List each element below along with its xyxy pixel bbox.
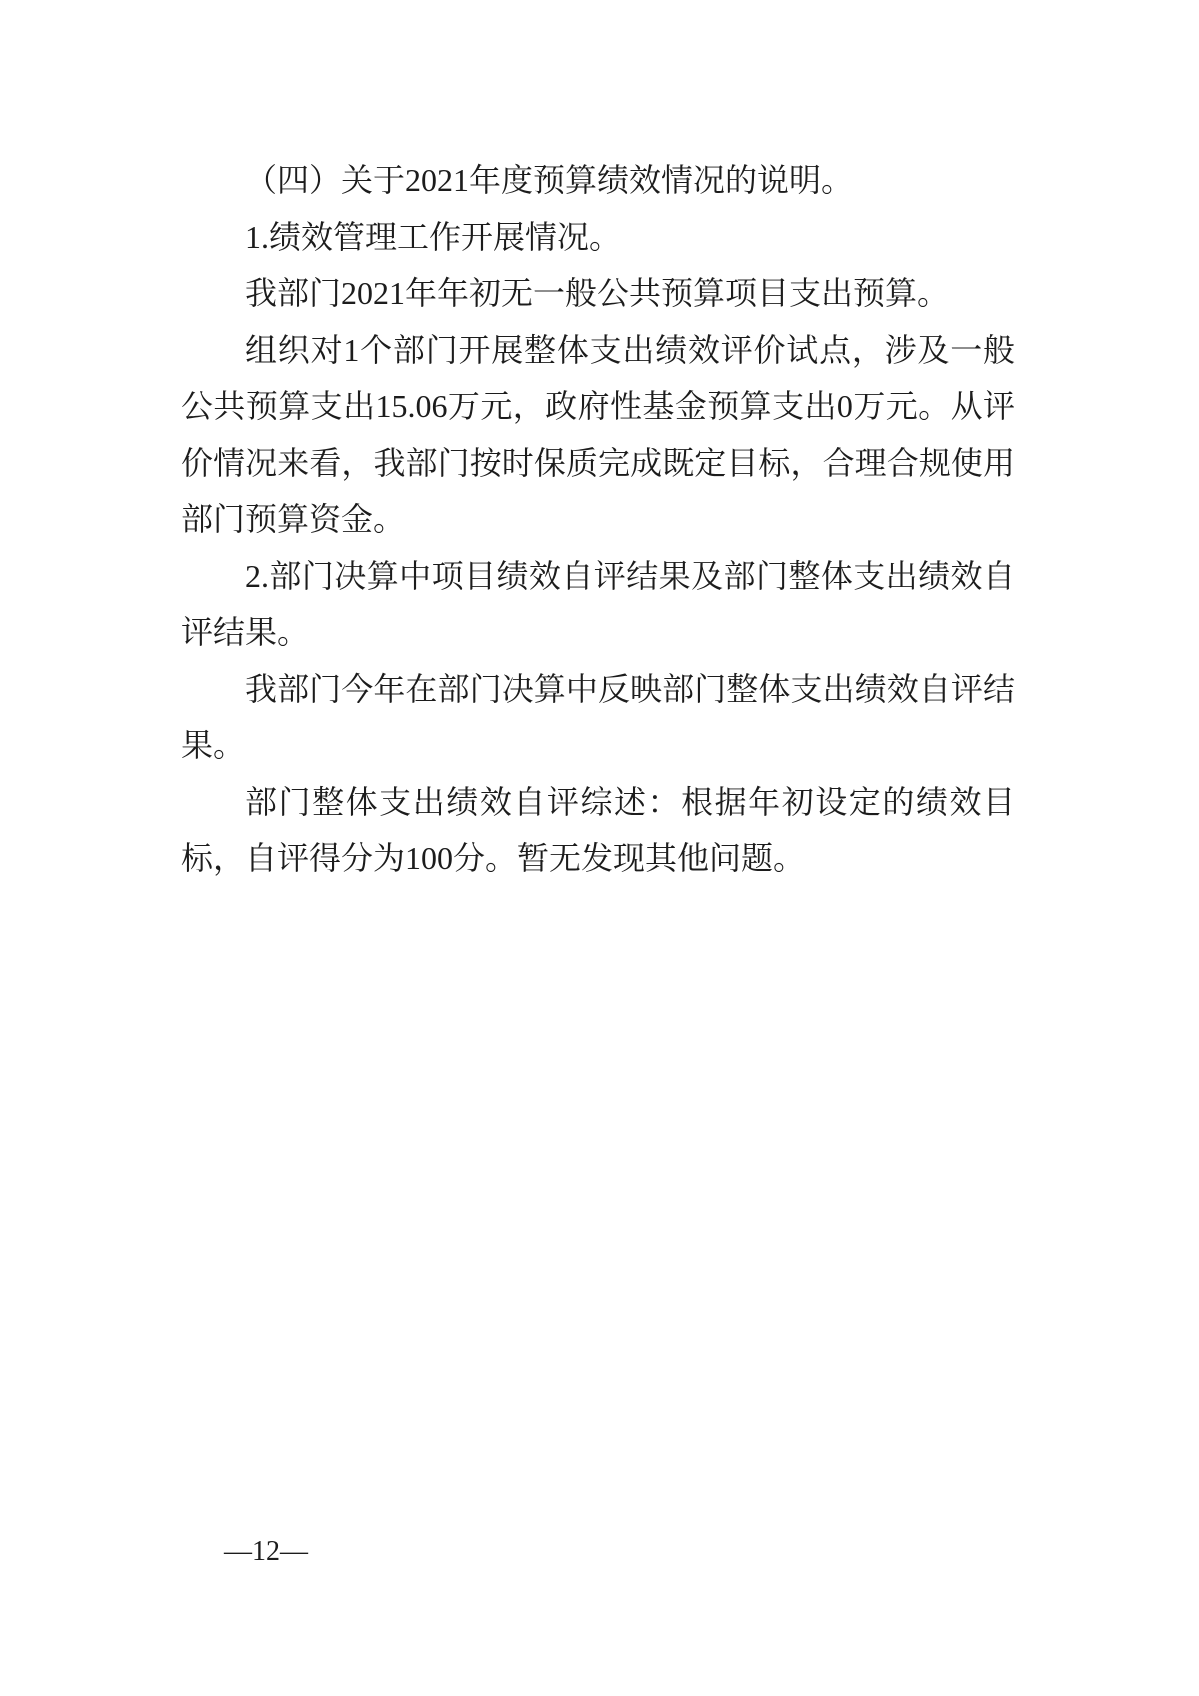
- paragraph-evaluation-pilot: 组织对1个部门开展整体支出绩效评价试点，涉及一般公共预算支出15.06万元，政府性基金预算支出0万元。从评价情况来看，我部门按时保质完成既定目标，合理合规使用部门预算资金。: [181, 331, 1015, 537]
- subsection-2-heading: 2.部门决算中项目绩效自评结果及部门整体支出绩效自评结果。: [181, 557, 1015, 650]
- subsection-1-heading: 1.绩效管理工作开展情况。: [245, 218, 622, 255]
- document-body: [181, 152, 1015, 887]
- page-number: —12—: [224, 1536, 308, 1567]
- paragraph-self-evaluation-reflection: 我部门今年在部门决算中反映部门整体支出绩效自评结果。: [181, 670, 1015, 763]
- paragraph-self-evaluation-summary: 部门整体支出绩效自评综述：根据年初设定的绩效目标，自评得分为100分。暂无发现其他问题。: [181, 783, 1015, 876]
- section-heading-performance: （四）关于2021年度预算绩效情况的说明。: [245, 162, 854, 198]
- paragraph-no-initial-budget: 我部门2021年年初无一般公共预算项目支出预算。: [245, 275, 950, 311]
